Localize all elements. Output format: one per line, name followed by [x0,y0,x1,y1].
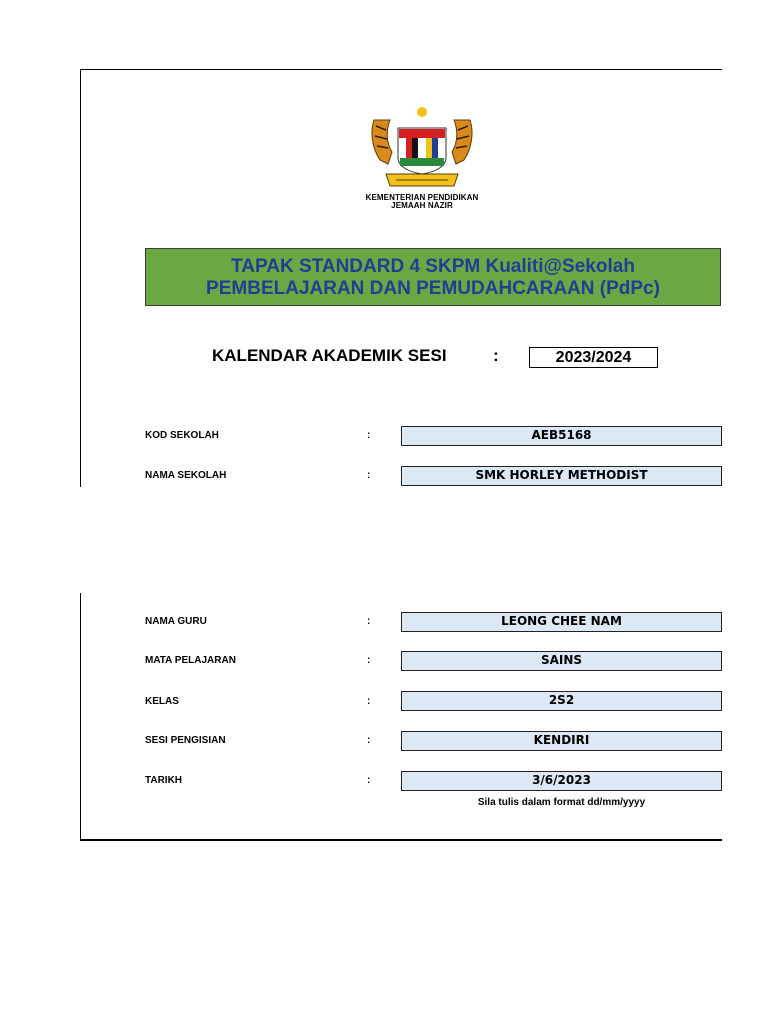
field-colon: : [367,616,371,627]
ministry-name: KEMENTERIAN PENDIDIKAN [365,193,479,202]
mata-pelajaran-label: MATA PELAJARAN [145,655,236,666]
kod-sekolah-label: KOD SEKOLAH [145,430,219,441]
session-colon: : [493,346,499,365]
nama-guru-label: NAMA GURU [145,616,207,627]
department-name: JEMAAH NAZIR [391,201,453,210]
field-colon: : [367,696,371,707]
tarikh-label: TARIKH [145,775,183,786]
tarikh-field[interactable]: 3/6/2023 [401,771,722,791]
session-value[interactable]: 2023/2024 [529,347,658,368]
bottom-border [80,839,722,841]
malaysia-coat-of-arms-icon [366,102,478,192]
sesi-pengisian-field[interactable]: KENDIRI [401,731,722,751]
field-colon: : [367,430,371,441]
date-format-hint: Sila tulis dalam format dd/mm/yyyy [477,797,646,808]
title-banner [145,248,721,306]
sesi-pengisian-label: SESI PENGISIAN [145,735,226,746]
field-colon: : [367,470,371,481]
nama-sekolah-field[interactable]: SMK HORLEY METHODIST [401,466,722,486]
banner-title-line1: TAPAK STANDARD 4 SKPM Kualiti@Sekolah [231,256,635,277]
session-label: KALENDAR AKADEMIK SESI [212,346,447,365]
mata-pelajaran-field[interactable]: SAINS [401,651,722,671]
nama-sekolah-label: NAMA SEKOLAH [145,470,227,481]
kelas-field[interactable]: 2S2 [401,691,722,711]
field-colon: : [367,735,371,746]
nama-guru-field[interactable]: LEONG CHEE NAM [401,612,722,632]
top-border [80,69,722,70]
kod-sekolah-field[interactable]: AEB5168 [401,426,722,446]
field-colon: : [367,655,371,666]
left-border-upper [80,69,81,487]
kelas-label: KELAS [145,696,179,707]
field-colon: : [367,775,371,786]
left-border-lower [80,593,81,840]
banner-title-line2: PEMBELAJARAN DAN PEMUDAHCARAAN (PdPc) [206,278,660,299]
